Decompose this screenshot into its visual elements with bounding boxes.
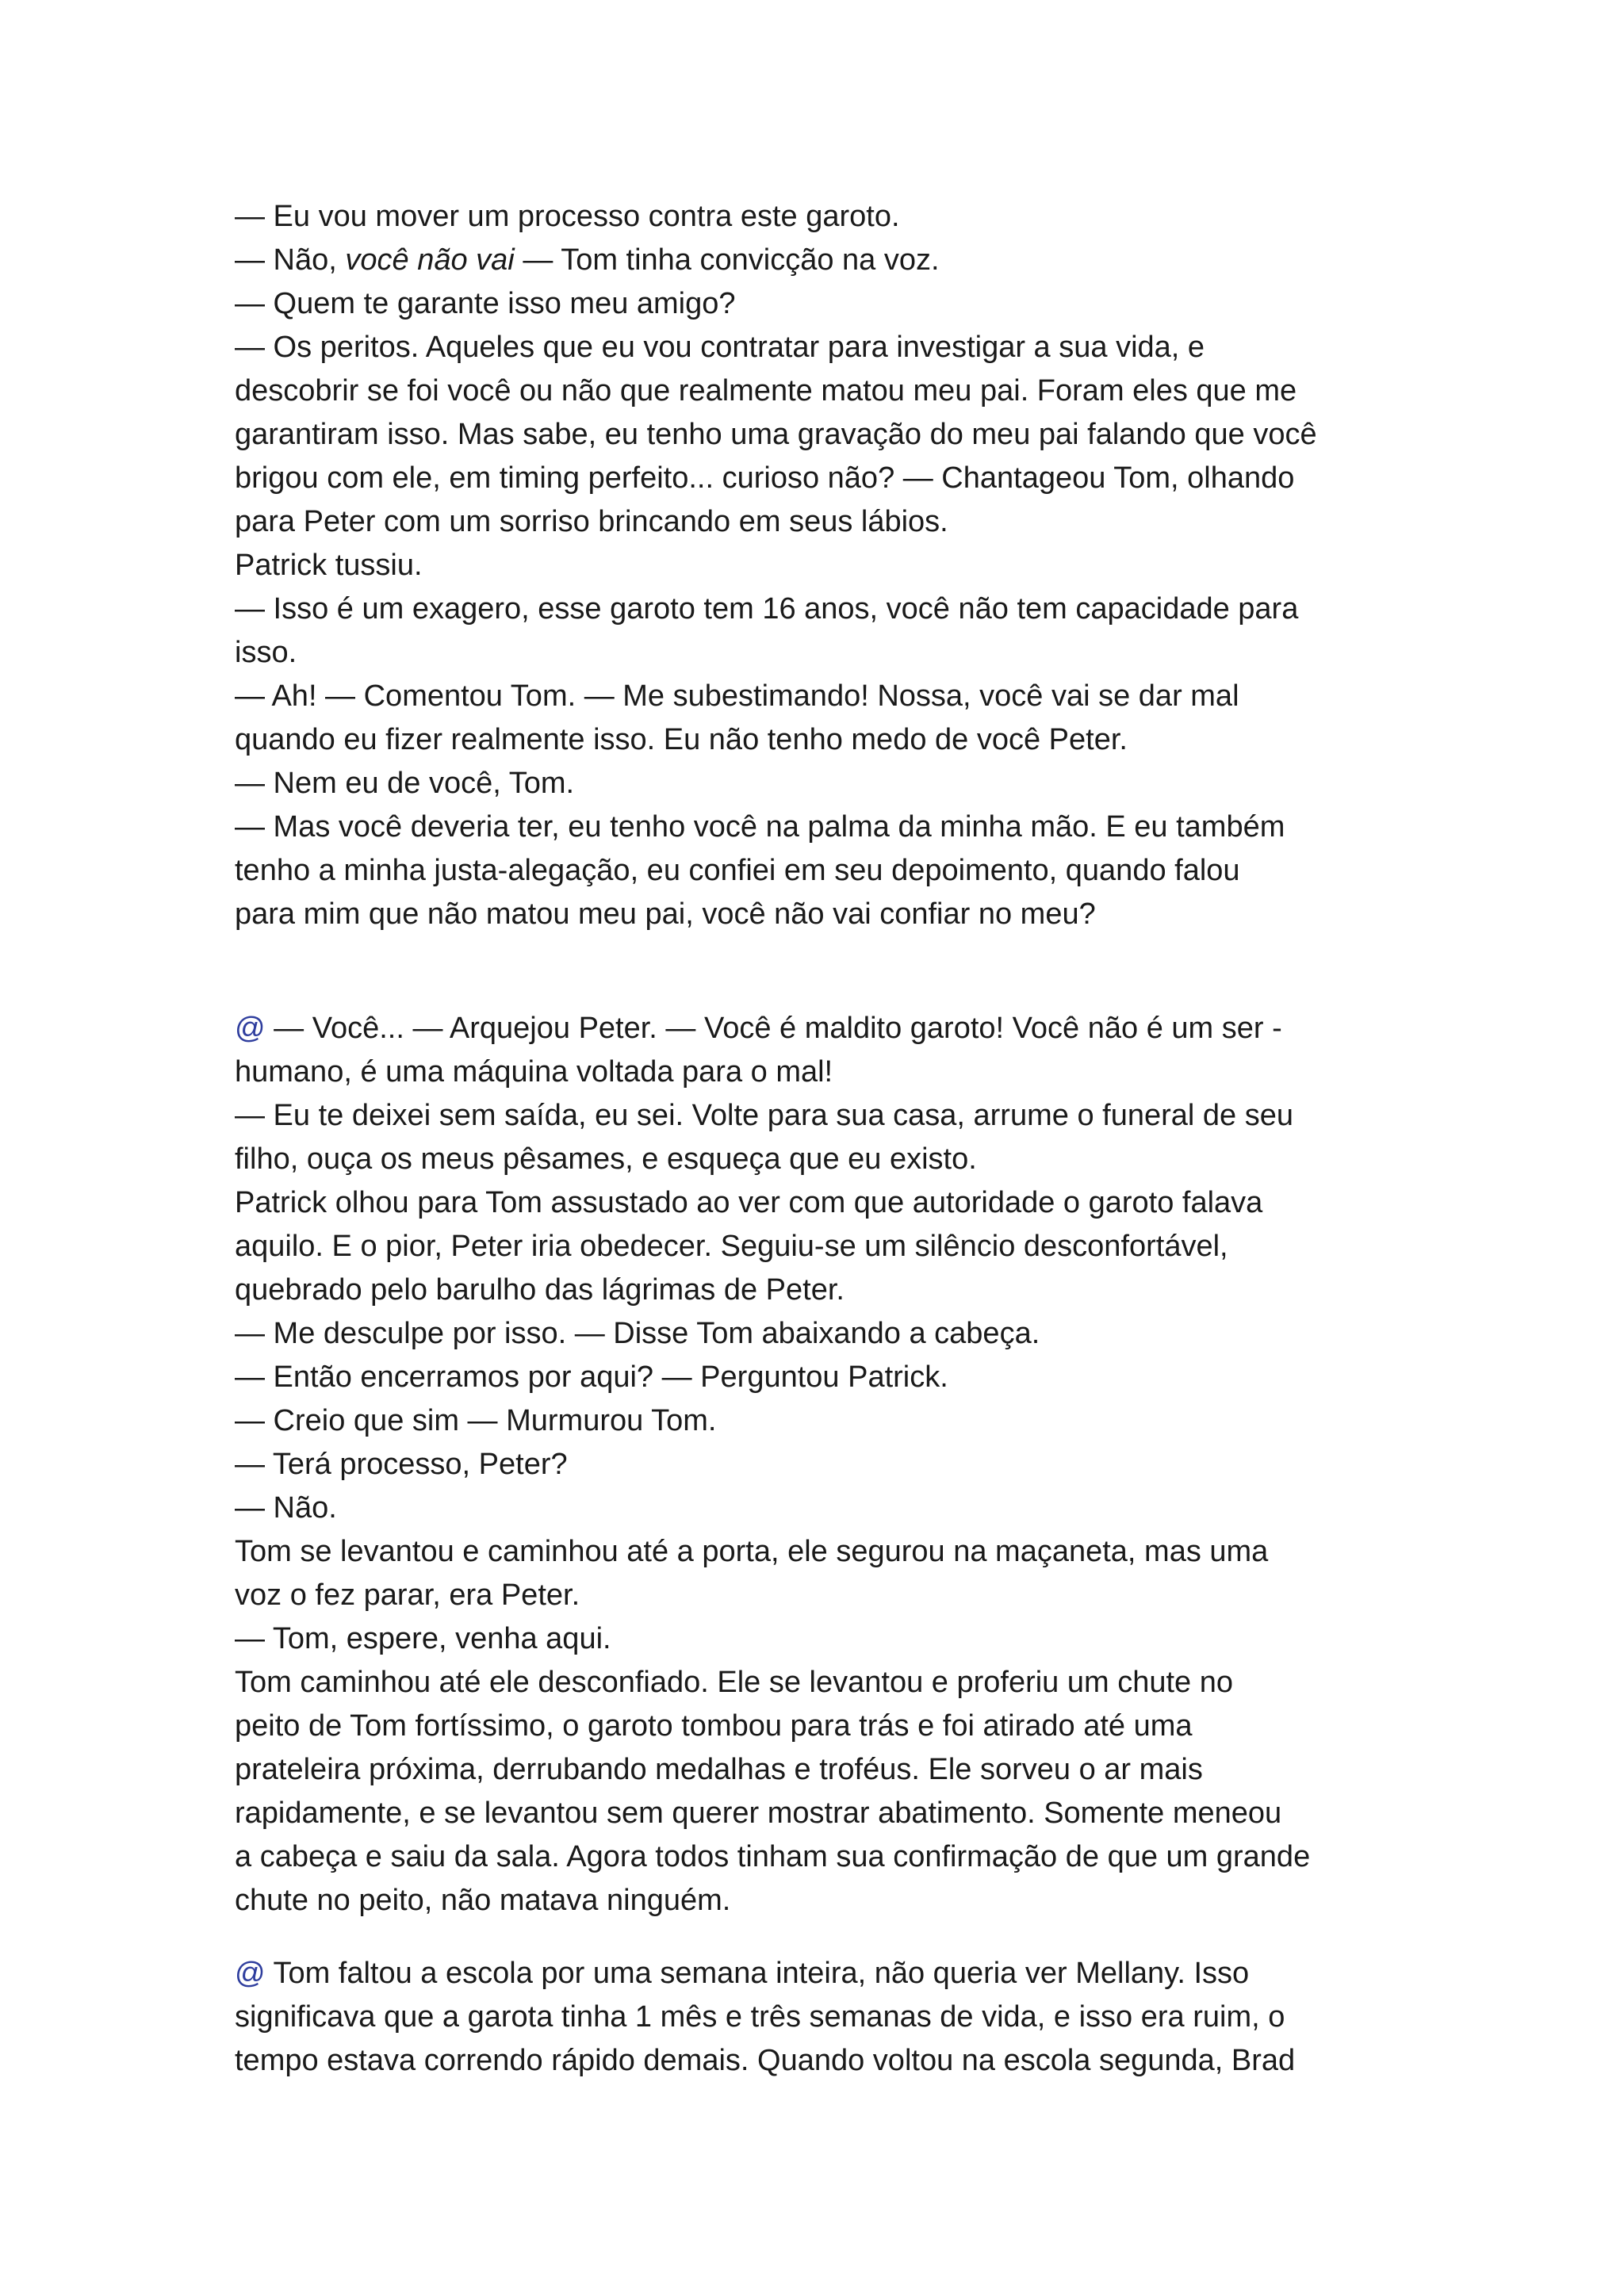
text-line: quando eu fizer realmente isso. Eu não tenho medo de você Peter. <box>235 723 1128 756</box>
text-line: — Isso é um exagero, esse garoto tem 16 anos, você não tem capacidade para <box>235 592 1299 626</box>
text-line: — Os peritos. Aqueles que eu vou contratar para investigar a sua vida, e <box>235 331 1205 364</box>
text-line: Tom se levantou e caminhou até a porta, ele segurou na maçaneta, mas uma <box>235 1535 1269 1568</box>
text-line: rapidamente, e se levantou sem querer mostrar abatimento. Somente meneou <box>235 1797 1282 1830</box>
section-marker: @ <box>235 1012 266 1045</box>
text-line: chute no peito, não matava ninguém. <box>235 1884 731 1917</box>
text-line: — Não. <box>235 1491 337 1525</box>
text-line: — Me desculpe por isso. — Disse Tom abaixando a cabeça. <box>235 1317 1040 1350</box>
text-line: — Terá processo, Peter? <box>235 1448 568 1481</box>
text-segment: — Você... — Arquejou Peter. — Você é maldito garoto! Você não é um ser - <box>265 1012 1282 1045</box>
text-line <box>235 1952 1408 1996</box>
text-line <box>235 1007 1408 1050</box>
text-line: peito de Tom fortíssimo, o garoto tombou para trás e foi atirado até uma <box>235 1709 1193 1743</box>
text-line: Patrick olhou para Tom assustado ao ver com que autoridade o garoto falava <box>235 1186 1263 1219</box>
text-line: — Quem te garante isso meu amigo? <box>235 287 736 320</box>
text-line: brigou com ele, em timing perfeito... curioso não? — Chantageou Tom, olhando <box>235 461 1295 495</box>
text-line: significava que a garota tinha 1 mês e três semanas de vida, e isso era ruim, o <box>235 2000 1285 2034</box>
text-line: — Então encerramos por aqui? — Perguntou Patrick. <box>235 1360 948 1394</box>
text-line: Patrick tussiu. <box>235 549 423 582</box>
text-line: isso. <box>235 636 297 669</box>
text-segment: — Não, <box>235 243 346 277</box>
text-line: prateleira próxima, derrubando medalhas e troféus. Ele sorveu o ar mais <box>235 1753 1203 1786</box>
text-segment: — Tom tinha convicção na voz. <box>514 243 940 277</box>
italic-text: você não vai <box>345 243 515 277</box>
text-block-1 <box>235 195 1408 936</box>
text-segment: Tom faltou a escola por uma semana inteira, não queria ver Mellany. Isso <box>265 1957 1250 1990</box>
text-line: a cabeça e saiu da sala. Agora todos tinham sua confirmação de que um grande <box>235 1840 1311 1873</box>
text-line <box>235 239 1408 282</box>
text-line: — Tom, espere, venha aqui. <box>235 1622 611 1655</box>
text-line: para mim que não matou meu pai, você não vai confiar no meu? <box>235 897 1096 931</box>
text-line: humano, é uma máquina voltada para o mal! <box>235 1055 833 1089</box>
text-line: — Nem eu de você, Tom. <box>235 767 575 800</box>
section-marker: @ <box>235 1957 266 1990</box>
text-block-3 <box>235 1952 1408 2083</box>
text-line: — Eu te deixei sem saída, eu sei. Volte para sua casa, arrume o funeral de seu <box>235 1099 1293 1132</box>
text-line: tempo estava correndo rápido demais. Quando voltou na escola segunda, Brad <box>235 2044 1296 2077</box>
text-block-2 <box>235 1007 1408 1923</box>
text-line: descobrir se foi você ou não que realmente matou meu pai. Foram eles que me <box>235 374 1297 408</box>
text-line: garantiram isso. Mas sabe, eu tenho uma gravação do meu pai falando que você <box>235 418 1317 451</box>
text-line: Tom caminhou até ele desconfiado. Ele se levantou e proferiu um chute no <box>235 1666 1233 1699</box>
text-line: para Peter com um sorriso brincando em seus lábios. <box>235 505 948 538</box>
text-line: — Eu vou mover um processo contra este garoto. <box>235 200 900 233</box>
text-line: aquilo. E o pior, Peter iria obedecer. Seguiu-se um silêncio desconfortável, <box>235 1230 1228 1263</box>
text-line: tenho a minha justa-alegação, eu confiei em seu depoimento, quando falou <box>235 854 1240 887</box>
text-line: filho, ouça os meus pêsames, e esqueça que eu existo. <box>235 1142 977 1176</box>
text-line: voz o fez parar, era Peter. <box>235 1578 580 1612</box>
text-line: — Creio que sim — Murmurou Tom. <box>235 1404 717 1437</box>
text-line: quebrado pelo barulho das lágrimas de Peter. <box>235 1273 845 1307</box>
text-line: — Ah! — Comentou Tom. — Me subestimando! Nossa, você vai se dar mal <box>235 679 1239 713</box>
text-line: — Mas você deveria ter, eu tenho você na palma da minha mão. E eu também <box>235 810 1285 844</box>
